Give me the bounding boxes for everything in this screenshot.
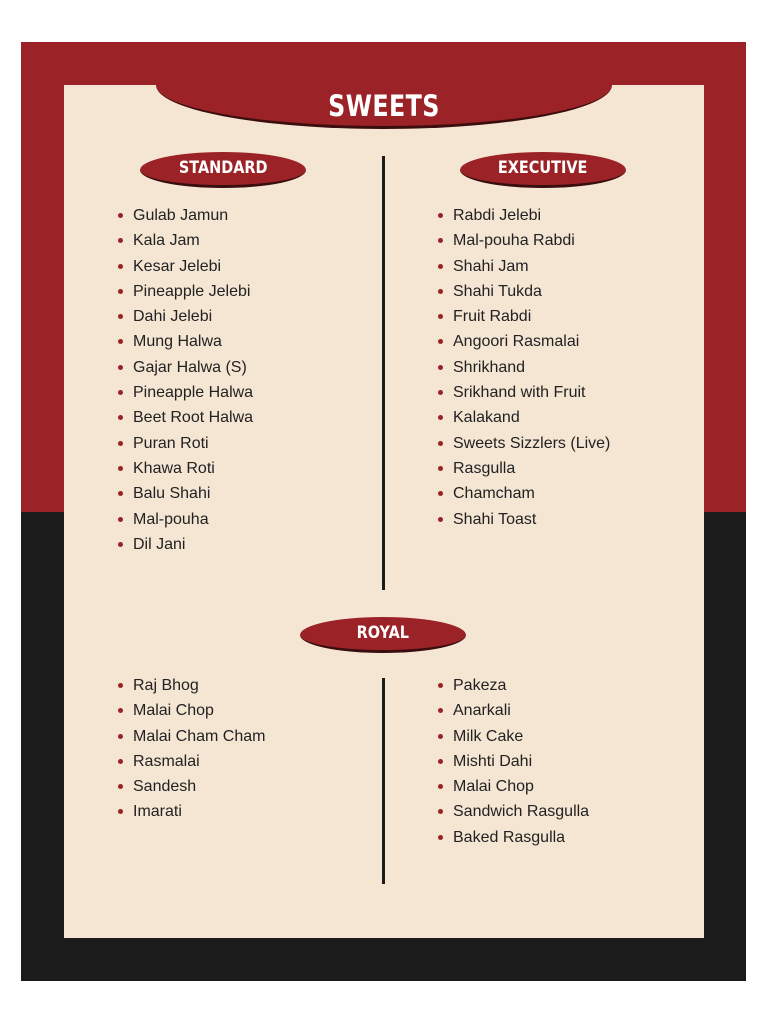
list-item: Malai Cham Cham bbox=[117, 724, 265, 749]
list-item: Gulab Jamun bbox=[117, 203, 253, 228]
list-item: Mung Halwa bbox=[117, 329, 253, 354]
list-item: Anarkali bbox=[437, 698, 589, 723]
list-item: Srikhand with Fruit bbox=[437, 380, 610, 405]
executive-sweets-list bbox=[437, 203, 610, 532]
list-item: Imarati bbox=[117, 799, 265, 824]
list-item: Beet Root Halwa bbox=[117, 405, 253, 430]
list-item: Mal-pouha bbox=[117, 507, 253, 532]
list-item: Malai Chop bbox=[117, 698, 265, 723]
list-item: Pakeza bbox=[437, 673, 589, 698]
list-item: Mal-pouha Rabdi bbox=[437, 228, 610, 253]
list-item: Kala Jam bbox=[117, 228, 253, 253]
list-item: Malai Chop bbox=[437, 774, 589, 799]
list-item: Fruit Rabdi bbox=[437, 304, 610, 329]
section-label-standard: STANDARD bbox=[178, 158, 268, 178]
list-item: Khawa Roti bbox=[117, 456, 253, 481]
column-divider-top bbox=[382, 156, 385, 590]
list-item: Puran Roti bbox=[117, 431, 253, 456]
list-item: Sweets Sizzlers (Live) bbox=[437, 431, 610, 456]
list-item: Gajar Halwa (S) bbox=[117, 355, 253, 380]
section-header-executive bbox=[460, 152, 626, 188]
list-item: Shrikhand bbox=[437, 355, 610, 380]
section-header-royal bbox=[300, 617, 466, 653]
column-divider-bottom bbox=[382, 678, 385, 884]
list-item: Sandwich Rasgulla bbox=[437, 799, 589, 824]
list-item: Mishti Dahi bbox=[437, 749, 589, 774]
list-item: Shahi Toast bbox=[437, 507, 610, 532]
royal-sweets-list-right bbox=[437, 673, 589, 850]
list-item: Kesar Jelebi bbox=[117, 254, 253, 279]
list-item: Shahi Tukda bbox=[437, 279, 610, 304]
standard-sweets-list bbox=[117, 203, 253, 557]
section-header-standard bbox=[140, 152, 306, 188]
section-label-royal: ROYAL bbox=[356, 623, 410, 643]
list-item: Shahi Jam bbox=[437, 254, 610, 279]
list-item: Sandesh bbox=[117, 774, 265, 799]
list-item: Dil Jani bbox=[117, 532, 253, 557]
list-item: Kalakand bbox=[437, 405, 610, 430]
list-item: Dahi Jelebi bbox=[117, 304, 253, 329]
list-item: Angoori Rasmalai bbox=[437, 329, 610, 354]
section-label-executive: EXECUTIVE bbox=[498, 158, 588, 178]
list-item: Pineapple Jelebi bbox=[117, 279, 253, 304]
list-item: Balu Shahi bbox=[117, 481, 253, 506]
royal-sweets-list-left bbox=[117, 673, 265, 825]
list-item: Pineapple Halwa bbox=[117, 380, 253, 405]
list-item: Chamcham bbox=[437, 481, 610, 506]
list-item: Rabdi Jelebi bbox=[437, 203, 610, 228]
list-item: Rasgulla bbox=[437, 456, 610, 481]
list-item: Milk Cake bbox=[437, 724, 589, 749]
list-item: Baked Rasgulla bbox=[437, 825, 589, 850]
list-item: Rasmalai bbox=[117, 749, 265, 774]
page-title: SWEETS bbox=[328, 89, 440, 123]
list-item: Raj Bhog bbox=[117, 673, 265, 698]
